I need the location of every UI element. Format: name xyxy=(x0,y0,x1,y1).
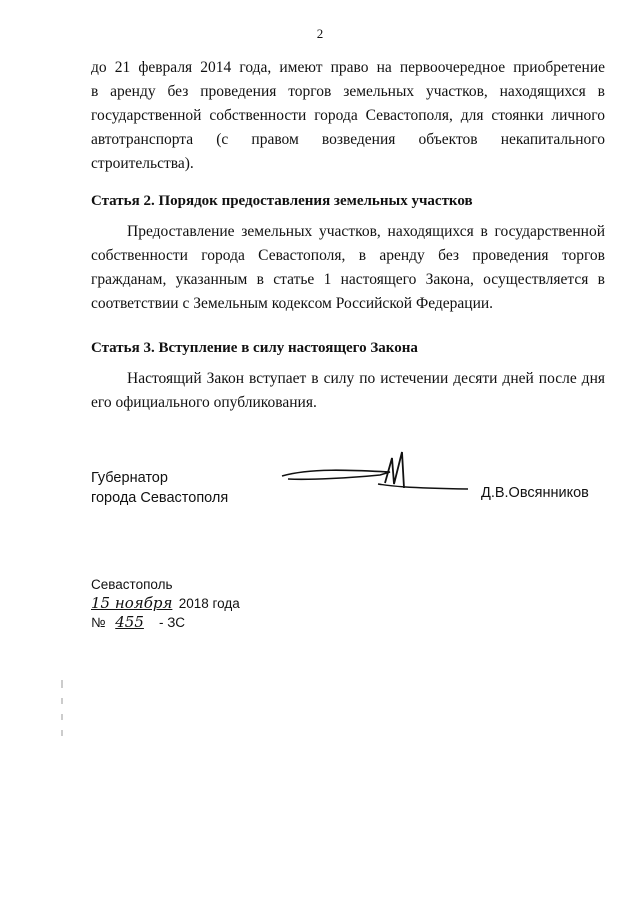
text-line: Настоящий Закон вступает в силу по истечении десяти дней после дня xyxy=(127,370,605,387)
text-line: соответствии с Земельным кодексом Российской Федерации. xyxy=(91,295,494,312)
document-footer xyxy=(91,575,240,632)
scan-margin-marks xyxy=(61,680,65,740)
text-line: его официального опубликования. xyxy=(91,394,317,411)
article1-continuation xyxy=(91,56,605,176)
page-number: 2 xyxy=(316,26,324,41)
article3-body xyxy=(91,367,605,415)
governor-name: Д.В.Овсянников xyxy=(481,485,589,501)
text-line: автотранспорта (с правом возведения объектов некапитального xyxy=(91,131,605,148)
handwritten-signature xyxy=(280,448,470,498)
text-line: государственной собственности города Севастополя, для стоянки личного xyxy=(91,107,605,124)
text-line: строительства). xyxy=(91,155,194,172)
footer-date xyxy=(91,594,240,613)
governor-title xyxy=(91,468,228,508)
text-line: гражданам, указанным в статье 1 настоящего Закона, осуществляется в xyxy=(91,271,605,288)
number-sign: № xyxy=(91,615,106,630)
number-suffix: - ЗС xyxy=(159,615,186,630)
handwritten-date: 15 ноября xyxy=(91,594,173,612)
governor-title-line1: Губернатор xyxy=(91,470,168,486)
text-line: в аренду без проведения торгов земельных участков, находящихся в xyxy=(91,83,605,100)
article3-heading: Статья 3. Вступление в силу настоящего Закона xyxy=(91,340,418,356)
text-line: до 21 февраля 2014 года, имеют право на первоочередное приобретение xyxy=(91,59,605,76)
footer-city: Севастополь xyxy=(91,577,173,592)
text-line: Предоставление земельных участков, находящихся в государственной xyxy=(127,223,605,240)
governor-title-line2: города Севастополя xyxy=(91,490,229,506)
handwritten-number: 455 xyxy=(115,613,144,631)
footer-number xyxy=(91,613,240,632)
article2-heading: Статья 2. Порядок предоставления земельных участков xyxy=(91,193,473,209)
footer-year: 2018 года xyxy=(178,596,240,611)
text-line: собственности города Севастополя, в аренду без проведения торгов xyxy=(91,247,605,264)
article2-body xyxy=(91,220,605,316)
